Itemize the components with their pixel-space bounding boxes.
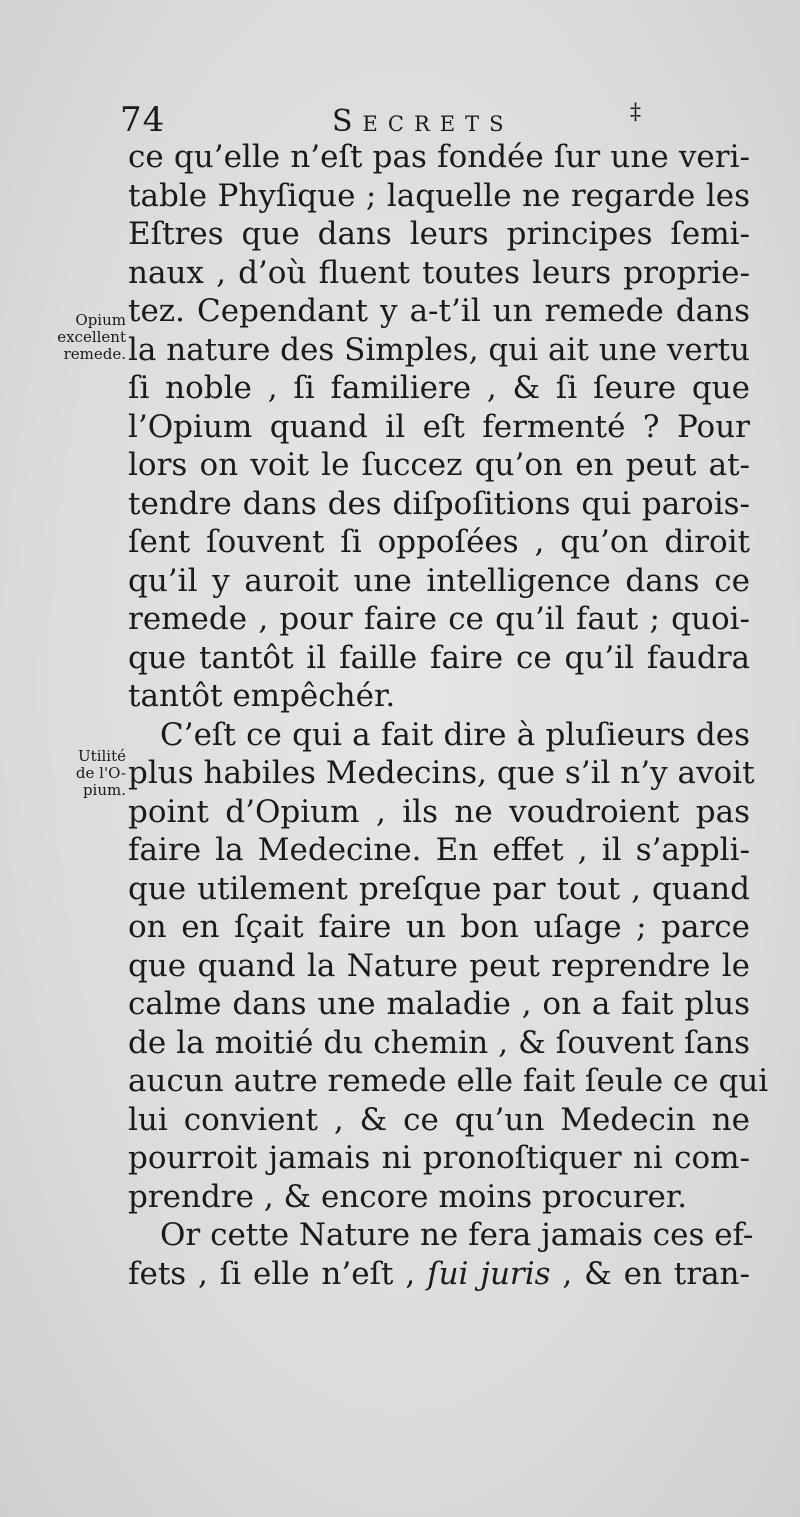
text-line: point d’Opium , ils ne voudroient pas [128,793,750,830]
text-segment: , & en tran- [550,1255,750,1292]
margin-note-line: excellent [57,328,126,346]
text-line: prendre , & encore moins procurer. [128,1178,688,1215]
text-line: calme dans une maladie , on a fait plus [128,986,750,1022]
text-line: on en ſçait faire un bon uſage ; parce [128,909,750,945]
text-line: remede , pour faire ce qu’il faut ; quoi- [128,601,750,637]
text-line: tez. Cependant y a-t’il un remede dans [128,293,750,329]
margin-note-utilite [18,748,126,799]
margin-note-line: Opium [75,311,126,329]
text-line: plus habiles Medecins, que s’il n’y avoit [128,755,755,791]
margin-note-line: de l'O- [75,764,126,782]
body-text [128,138,769,1293]
text-line: la nature des Simples, qui ait une vertu [128,331,750,368]
margin-note-line: pium. [82,781,126,799]
margin-note-opium [18,312,126,363]
margin-note-line: Utilité [78,747,126,765]
text-line: Or cette Nature ne fera jamais ces ef- [160,1217,754,1253]
text-line: tendre dans des diſpoſitions qui parois- [128,485,750,522]
text-line: table Phyſique ; laquelle ne regarde les [128,177,750,214]
text-line-last [128,1255,750,1294]
text-line: qu’il y auroit une intelligence dans ce [128,562,750,599]
text-line: de la moitié du chemin , & ſouvent ſans [128,1024,750,1061]
text-line: pourroit jamais ni pronoſtiquer ni com- [128,1140,750,1176]
text-line: ce qu’elle n’eſt pas fondée ſur une veri- [128,139,750,175]
text-line: ſi noble , ſi familiere , & ſi ſeure que [128,370,750,406]
text-line: faire la Medecine. En effet , il s’appli- [128,832,750,868]
text-line: l’Opium quand il eſt fermenté ? Pour [128,408,750,445]
text-line: lors on voit le ſuccez qu’on en peut at- [128,447,750,483]
text-line: tantôt empêchér. [128,678,396,714]
text-line: Eſtres que dans leurs principes ſemi- [128,216,750,252]
text-line: que quand la Nature peut reprendre le [128,947,750,984]
text-line: lui convient , & ce qu’un Medecin ne [128,1101,750,1138]
text-line: aucun autre remede elle fait ſeule ce qui [128,1063,769,1099]
text-segment: fets , ſi elle n’eſt , [128,1255,428,1292]
running-head: Secrets [332,104,514,139]
latin-phrase: ſui juris [427,1255,551,1292]
header-mark: ‡ [630,100,641,125]
page-number: 74 [120,100,166,140]
text-line: naux , d’où fluent toutes leurs proprie- [128,254,750,291]
text-line: que tantôt il faille faire ce qu’il faudra [128,639,750,676]
margin-note-line: remede. [63,345,126,363]
text-line: ſent ſouvent ſi oppoſées , qu’on diroit [128,524,750,560]
text-line: C’eſt ce qui a fait dire à pluſieurs des [160,716,750,753]
text-line: que utilement preſque par tout , quand [128,870,750,907]
